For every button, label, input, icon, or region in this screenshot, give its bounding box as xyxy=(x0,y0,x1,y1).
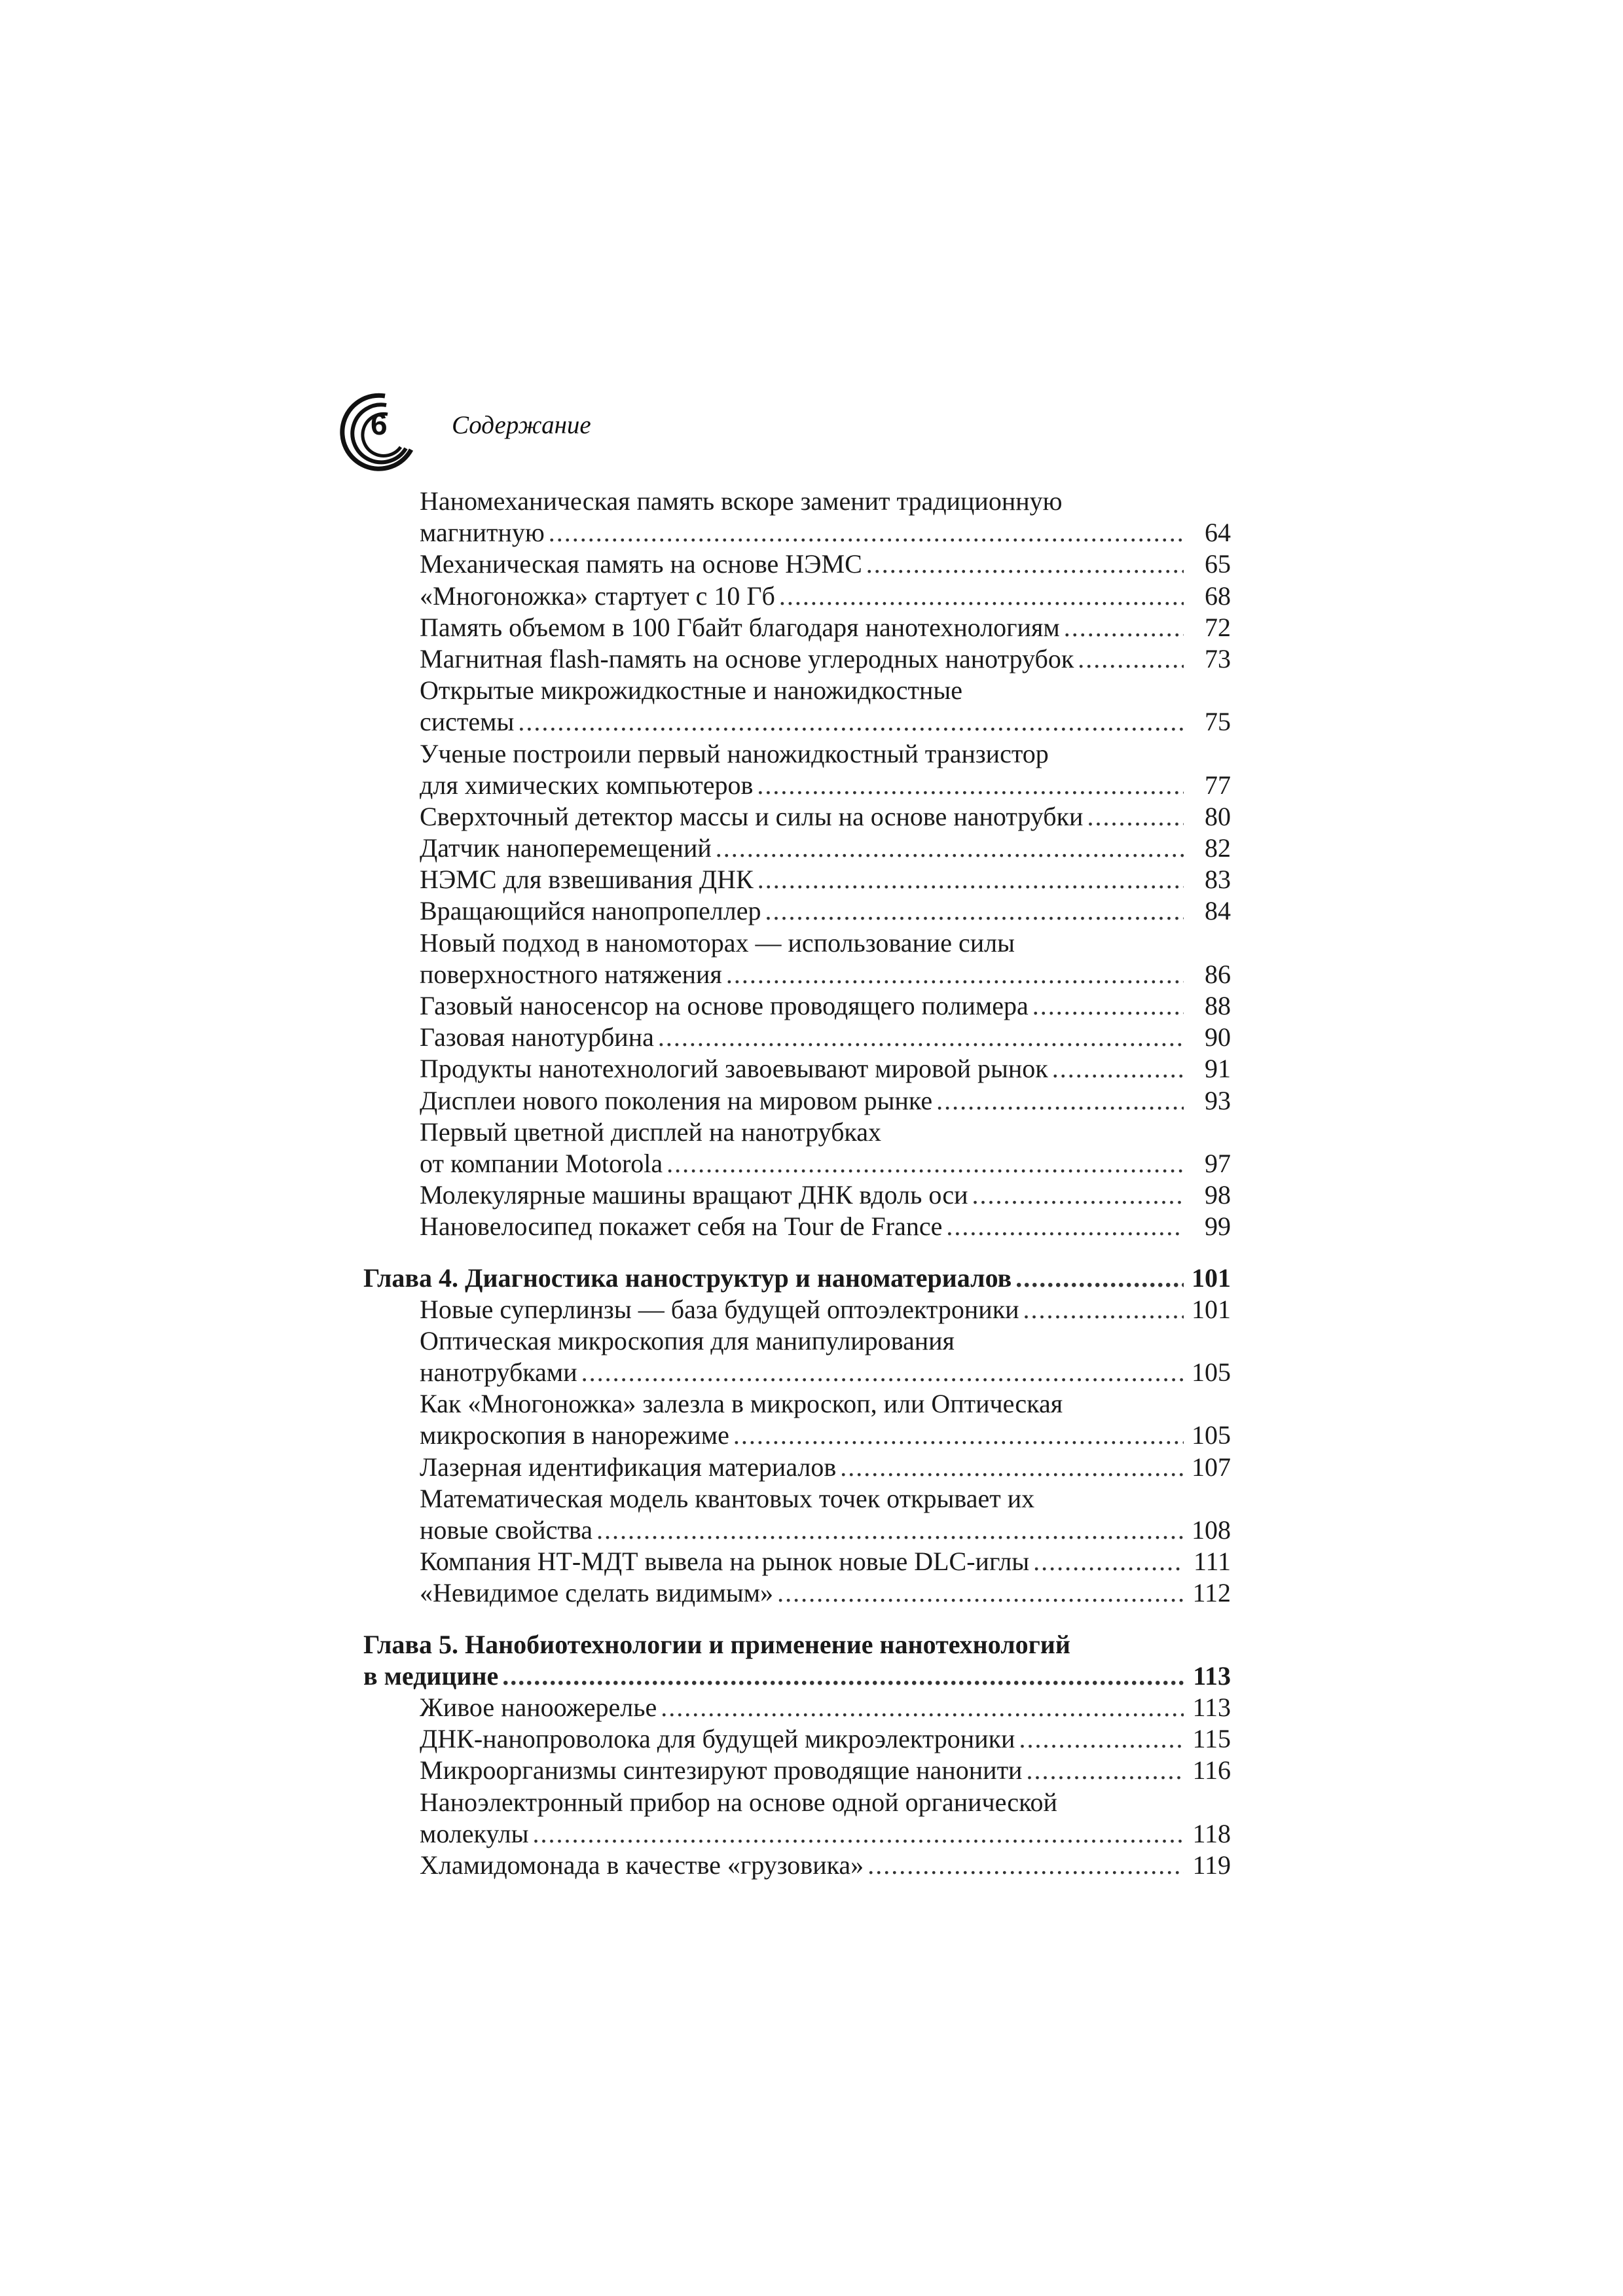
toc-entry-title: Новые суперлинзы — база будущей оптоэлектроники xyxy=(420,1294,1019,1324)
toc-entry-page: 118 xyxy=(1192,1818,1231,1848)
toc-chapter-heading-cont[interactable] xyxy=(363,1660,1231,1692)
toc-entry-page: 115 xyxy=(1192,1724,1231,1754)
toc-entry-title: от компании Motorola xyxy=(420,1148,663,1178)
toc-entry-title: Новый подход в наномоторах — использование силы xyxy=(420,927,1015,958)
toc-entry-title: для химических компьютеров xyxy=(420,770,754,800)
toc-entry-title: Сверхточный детектор массы и силы на основе нанотрубки xyxy=(420,801,1084,831)
toc-entry-title: Продукты нанотехнологий завоевывают мировой рынок xyxy=(420,1054,1048,1084)
toc-entry[interactable] xyxy=(363,801,1231,833)
toc-leader-dots xyxy=(779,581,1184,612)
toc-leader-dots xyxy=(596,1515,1184,1546)
toc-entry-title: Память объемом в 100 Гбайт благодаря нанотехнологиям xyxy=(420,612,1060,642)
toc-entry[interactable] xyxy=(363,770,1231,801)
toc-entry-page: 72 xyxy=(1205,612,1231,642)
toc-entry-page: 112 xyxy=(1192,1578,1231,1608)
toc-entry-page: 77 xyxy=(1205,770,1231,800)
toc-leader-dots xyxy=(840,1452,1184,1483)
toc-entry-title: Дисплеи нового поколения на мировом рынке xyxy=(420,1085,933,1115)
toc-leader-dots xyxy=(765,895,1184,927)
toc-entry-page: 73 xyxy=(1205,643,1231,673)
toc-entry[interactable] xyxy=(363,1420,1231,1451)
toc-leader-dots xyxy=(1019,1723,1184,1755)
toc-entry-page: 99 xyxy=(1205,1211,1231,1242)
toc-entry-title: Наномеханическая память вскоре заменит традиционную xyxy=(420,486,1063,516)
toc-leader-dots xyxy=(777,1577,1184,1609)
table-of-contents xyxy=(363,486,1231,1881)
toc-chapter4-items xyxy=(363,1294,1231,1609)
toc-entry-title: «Невидимое сделать видимым» xyxy=(420,1578,774,1608)
toc-entry[interactable] xyxy=(363,1053,1231,1085)
toc-leader-dots xyxy=(532,1818,1184,1850)
toc-entry-page: 90 xyxy=(1205,1022,1231,1052)
toc-entry-page: 116 xyxy=(1192,1755,1231,1785)
toc-entry-page: 80 xyxy=(1205,801,1231,831)
toc-entry-page: 83 xyxy=(1205,865,1231,895)
toc-entry[interactable] xyxy=(363,517,1231,548)
toc-entry[interactable] xyxy=(363,1515,1231,1546)
toc-leader-dots xyxy=(757,864,1184,895)
toc-leader-dots xyxy=(658,1022,1184,1053)
toc-entry-page: 97 xyxy=(1205,1148,1231,1178)
toc-entry[interactable] xyxy=(363,1546,1231,1577)
toc-entry-title: молекулы xyxy=(420,1818,529,1848)
toc-entry[interactable] xyxy=(363,959,1231,990)
toc-leader-dots xyxy=(757,770,1184,801)
toc-entry[interactable] xyxy=(363,1294,1231,1325)
toc-entry[interactable] xyxy=(363,1388,1231,1420)
toc-entry[interactable] xyxy=(363,1085,1231,1117)
toc-entry[interactable] xyxy=(363,1692,1231,1723)
toc-entry-title: Наноэлектронный прибор на основе одной органической xyxy=(420,1787,1057,1817)
toc-entry-page: 82 xyxy=(1205,833,1231,863)
toc-entry-title: Лазерная идентификация материалов xyxy=(420,1452,837,1482)
toc-entry-title: Датчик наноперемещений xyxy=(420,833,712,863)
toc-entry[interactable] xyxy=(363,738,1231,770)
toc-entry-page: 91 xyxy=(1205,1054,1231,1084)
toc-entry-page: 105 xyxy=(1192,1357,1231,1388)
toc-entry-page: 65 xyxy=(1205,549,1231,579)
toc-entry[interactable] xyxy=(363,548,1231,580)
toc-entry-title: Магнитная flash-память на основе углеродных нанотрубок xyxy=(420,643,1074,673)
toc-chapter-heading[interactable] xyxy=(363,1263,1231,1294)
toc-entry-title: Вращающийся нанопропеллер xyxy=(420,896,761,926)
toc-entry-title: Механическая память на основе НЭМС xyxy=(420,549,862,579)
toc-entry[interactable] xyxy=(363,1850,1231,1881)
toc-entry[interactable] xyxy=(363,833,1231,864)
toc-entry-title: ДНК-нанопроволока для будущей микроэлектроники xyxy=(420,1724,1015,1754)
toc-entry-page: 84 xyxy=(1205,896,1231,926)
toc-leader-dots xyxy=(549,517,1184,548)
toc-chapter5-items xyxy=(363,1692,1231,1881)
toc-entry[interactable] xyxy=(363,1723,1231,1755)
toc-leader-dots xyxy=(1064,612,1184,643)
toc-entry[interactable] xyxy=(363,864,1231,895)
toc-entry-page: 68 xyxy=(1205,581,1231,611)
toc-entry-title: НЭМС для взвешивания ДНК xyxy=(420,865,754,895)
toc-chapter-page: 101 xyxy=(1192,1263,1231,1293)
toc-entry-page: 75 xyxy=(1205,707,1231,737)
toc-entry-page: 93 xyxy=(1205,1085,1231,1115)
toc-entry-title: Компания НТ-МДТ вывела на рынок новые DLC-иглы xyxy=(420,1547,1030,1577)
toc-entry[interactable] xyxy=(363,895,1231,927)
toc-leader-dots xyxy=(726,959,1184,990)
toc-entry-title: микроскопия в нанорежиме xyxy=(420,1420,729,1450)
toc-entry-title: Газовый наносенсор на основе проводящего полимера xyxy=(420,991,1029,1020)
toc-entry-page: 105 xyxy=(1192,1420,1231,1450)
toc-entry[interactable] xyxy=(363,1148,1231,1179)
toc-entry-title: новые свойства xyxy=(420,1515,593,1545)
toc-entry[interactable] xyxy=(363,1325,1231,1357)
toc-entry-page: 113 xyxy=(1192,1692,1231,1722)
toc-entry[interactable] xyxy=(363,1755,1231,1786)
toc-entry-page: 64 xyxy=(1205,518,1231,548)
toc-entry-title: «Многоножка» стартует с 10 Гб xyxy=(420,581,775,611)
toc-chapter-title: Глава 4. Диагностика наноструктур и наноматериалов xyxy=(363,1263,1012,1293)
toc-entry-title: магнитную xyxy=(420,518,545,548)
toc-entry-title: Газовая нанотурбина xyxy=(420,1022,654,1052)
toc-entry-title: Как «Многоножка» залезла в микроскоп, или Оптическая xyxy=(420,1389,1063,1419)
toc-entry-title: Оптическая микроскопия для манипулирования xyxy=(420,1325,955,1355)
toc-leader-dots xyxy=(1032,990,1184,1022)
toc-leader-dots xyxy=(518,706,1184,738)
toc-entry-page: 119 xyxy=(1192,1850,1231,1880)
toc-leader-dots xyxy=(1033,1546,1184,1577)
toc-leader-dots xyxy=(1078,643,1184,675)
toc-entry[interactable] xyxy=(363,1787,1231,1818)
toc-leader-dots xyxy=(1052,1053,1184,1085)
toc-leader-dots xyxy=(733,1420,1184,1451)
toc-chapter-title-line2: в медицине xyxy=(363,1660,499,1691)
toc-entry-page: 98 xyxy=(1205,1180,1231,1210)
toc-leader-dots xyxy=(666,1148,1184,1179)
toc-entry-page: 86 xyxy=(1205,959,1231,989)
toc-chapter-heading[interactable] xyxy=(363,1629,1231,1660)
toc-leader-dots xyxy=(936,1085,1184,1117)
toc-entry-title: Молекулярные машины вращают ДНК вдоль оси xyxy=(420,1180,968,1210)
toc-entry[interactable] xyxy=(363,706,1231,738)
toc-entry[interactable] xyxy=(363,612,1231,643)
toc-entry[interactable] xyxy=(363,581,1231,612)
page-number: 6 xyxy=(371,407,388,441)
toc-entry[interactable] xyxy=(363,1211,1231,1242)
toc-entry-title: Микроорганизмы синтезируют проводящие нанонити xyxy=(420,1755,1023,1785)
toc-entry-title: Открытые микрожидкостные и наножидкостные xyxy=(420,675,963,706)
toc-leader-dots xyxy=(502,1660,1184,1692)
toc-entry[interactable] xyxy=(363,1022,1231,1053)
toc-leader-dots xyxy=(972,1179,1184,1211)
toc-leader-dots xyxy=(946,1211,1184,1242)
toc-entry-title: Хламидомонада в качестве «грузовика» xyxy=(420,1850,864,1880)
toc-entry-page: 108 xyxy=(1192,1515,1231,1545)
toc-entry[interactable] xyxy=(363,1179,1231,1211)
toc-entry-page: 107 xyxy=(1192,1452,1231,1482)
toc-chapter-title-line1: Глава 5. Нанобиотехнологии и применение нанотехнологий xyxy=(363,1629,1070,1659)
toc-entry[interactable] xyxy=(363,1483,1231,1515)
toc-leader-dots xyxy=(1023,1294,1184,1325)
toc-entry[interactable] xyxy=(363,1577,1231,1609)
toc-entry-title: поверхностного натяжения xyxy=(420,959,722,989)
toc-leader-dots xyxy=(866,548,1184,580)
toc-entry-title: Ученые построили первый наножидкостный транзистор xyxy=(420,738,1049,768)
toc-entry[interactable] xyxy=(363,927,1231,959)
toc-leader-dots xyxy=(716,833,1184,864)
toc-entry[interactable] xyxy=(363,643,1231,675)
toc-section-continued xyxy=(363,486,1231,1243)
running-title: Содержание xyxy=(452,411,591,439)
toc-entry[interactable] xyxy=(363,675,1231,706)
toc-entry[interactable] xyxy=(363,486,1231,517)
toc-entry-page: 101 xyxy=(1192,1294,1231,1324)
toc-entry-title: Первый цветной дисплей на нанотрубках xyxy=(420,1117,881,1147)
toc-entry-title: Нановелосипед покажет себя на Tour de France xyxy=(420,1211,943,1242)
toc-entry-page: 88 xyxy=(1205,991,1231,1020)
toc-leader-dots xyxy=(1087,801,1184,833)
toc-leader-dots xyxy=(1015,1263,1184,1294)
toc-entry[interactable] xyxy=(363,1452,1231,1483)
toc-entry-title: нанотрубками xyxy=(420,1357,577,1388)
toc-entry[interactable] xyxy=(363,1117,1231,1148)
toc-entry[interactable] xyxy=(363,1357,1231,1388)
toc-entry-title: Живое наноожерелье xyxy=(420,1692,657,1722)
toc-entry-title: системы xyxy=(420,707,515,737)
toc-leader-dots xyxy=(661,1692,1184,1723)
toc-entry[interactable] xyxy=(363,990,1231,1022)
toc-entry-title: Математическая модель квантовых точек открывает их xyxy=(420,1483,1035,1513)
toc-leader-dots xyxy=(1026,1755,1184,1786)
page-header xyxy=(334,389,1250,475)
toc-chapter-page: 113 xyxy=(1193,1660,1231,1691)
toc-leader-dots xyxy=(867,1850,1184,1881)
toc-entry[interactable] xyxy=(363,1818,1231,1850)
toc-entry-page: 111 xyxy=(1193,1547,1231,1577)
toc-leader-dots xyxy=(581,1357,1184,1388)
